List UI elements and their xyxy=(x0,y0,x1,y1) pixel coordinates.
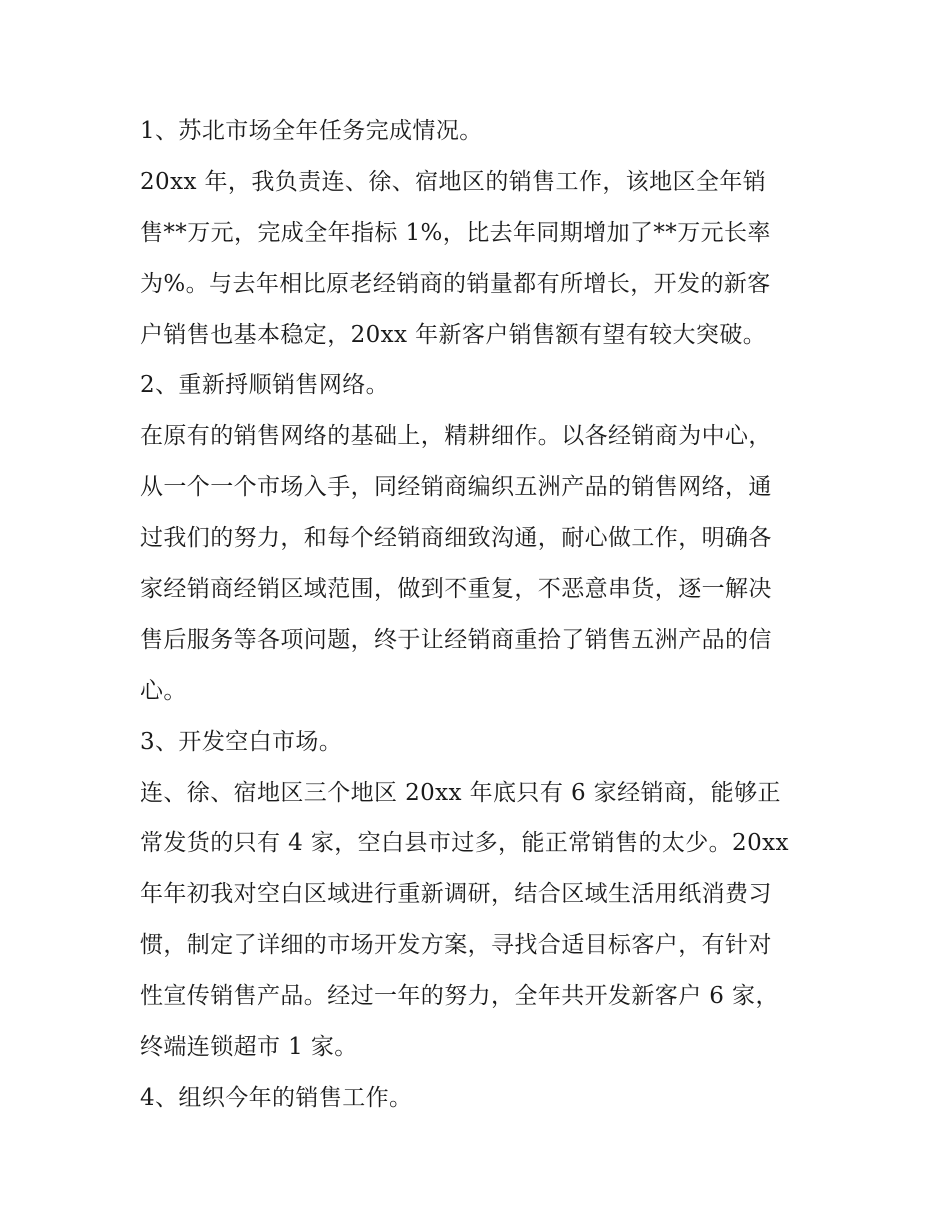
paragraph-line: 售后服务等各项问题，终于让经销商重拾了销售五洲产品的信 xyxy=(140,626,772,653)
paragraph-line: 售**万元，完成全年指标 1%，比去年同期增加了**万元长率 xyxy=(140,219,771,246)
section-heading-4: 4、组织今年的销售工作。 xyxy=(140,1084,413,1111)
paragraph-line: 终端连锁超市 1 家。 xyxy=(140,1034,358,1061)
paragraph-line: 20xx 年，我负责连、徐、宿地区的销售工作，该地区全年销 xyxy=(140,168,767,195)
paragraph-line: 在原有的销售网络的基础上，精耕细作。以各经销商为中心， xyxy=(140,423,772,450)
section-heading-3: 3、开发空白市场。 xyxy=(140,728,343,755)
paragraph-line: 惯，制定了详细的市场开发方案，寻找合适目标客户，有针对 xyxy=(140,932,772,959)
paragraph-line: 连、徐、宿地区三个地区 20xx 年底只有 6 家经销商，能够正 xyxy=(140,779,781,806)
paragraph-line: 性宣传销售产品。经过一年的努力，全年共开发新客户 6 家， xyxy=(140,983,779,1010)
paragraph-line: 心。 xyxy=(140,677,187,704)
paragraph-line: 过我们的努力，和每个经销商细致沟通，耐心做工作，明确各 xyxy=(140,525,772,552)
section-heading-2: 2、重新捋顺销售网络。 xyxy=(140,372,390,399)
paragraph-line: 常发货的只有 4 家，空白县市过多，能正常销售的太少。20xx xyxy=(140,830,789,857)
section-heading-1: 1、苏北市场全年任务完成情况。 xyxy=(140,118,483,144)
paragraph-line: 家经销商经销区域范围，做到不重复，不恶意串货，逐一解决 xyxy=(140,576,772,603)
paragraph-line: 为%。与去年相比原老经销商的销量都有所增长，开发的新客 xyxy=(140,270,771,297)
document-body xyxy=(140,106,820,1124)
paragraph-line: 从一个一个市场入手，同经销商编织五洲产品的销售网络，通 xyxy=(140,474,772,501)
paragraph-line: 年年初我对空白区域进行重新调研，结合区域生活用纸消费习 xyxy=(140,881,772,908)
paragraph-line: 户销售也基本稳定，20xx 年新客户销售额有望有较大突破。 xyxy=(140,321,767,348)
